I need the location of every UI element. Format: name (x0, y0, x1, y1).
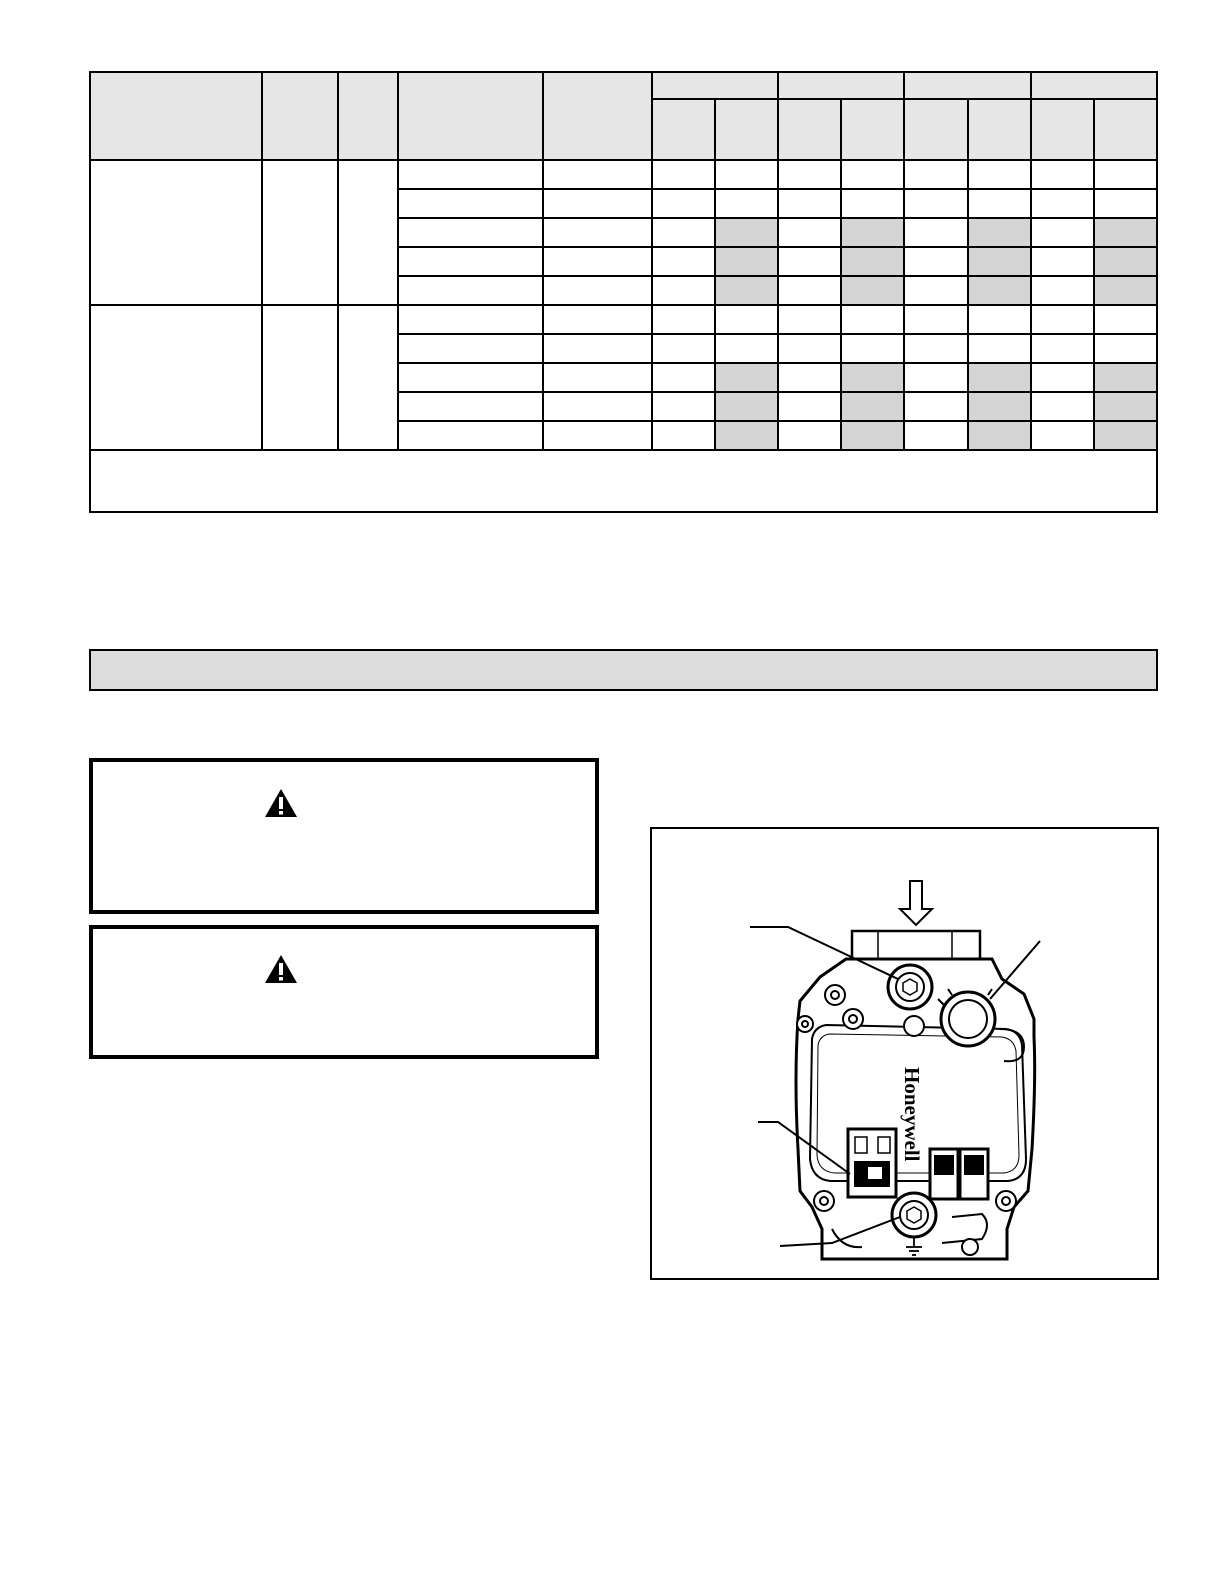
shaded-cell (841, 247, 904, 276)
sub-header-cell (778, 99, 841, 160)
table-cell (904, 247, 967, 276)
sub-header-cell (652, 99, 715, 160)
table-cell (1031, 363, 1094, 392)
shaded-cell (968, 247, 1031, 276)
down-arrow-icon (900, 881, 932, 925)
shaded-cell (715, 247, 778, 276)
table-cell (778, 334, 841, 363)
shaded-cell (1094, 247, 1157, 276)
table-cell (778, 363, 841, 392)
table-cell (652, 334, 715, 363)
group-cell (338, 160, 397, 305)
table-cell (1031, 421, 1094, 450)
table-cell (543, 189, 652, 218)
table-cell (841, 189, 904, 218)
shaded-cell (841, 363, 904, 392)
table-cell (778, 421, 841, 450)
sub-header-cell (1031, 99, 1094, 160)
shaded-cell (841, 218, 904, 247)
shaded-cell (1094, 392, 1157, 421)
header-cell (262, 72, 338, 160)
group-header-cell (904, 72, 1030, 99)
table-cell (1031, 334, 1094, 363)
header-cell (543, 72, 652, 160)
table-cell (904, 189, 967, 218)
table-cell (715, 334, 778, 363)
group-cell (262, 160, 338, 305)
table-cell (904, 276, 967, 305)
group-cell (262, 305, 338, 450)
table-cell (904, 392, 967, 421)
table-cell (543, 160, 652, 189)
table-row (90, 305, 1157, 334)
warning-box (89, 758, 599, 914)
group-header-cell (652, 72, 778, 99)
table-cell (543, 276, 652, 305)
table-cell (715, 305, 778, 334)
shaded-cell (968, 363, 1031, 392)
table-cell (1094, 305, 1157, 334)
table-cell (1031, 218, 1094, 247)
table-cell (841, 160, 904, 189)
table-cell (904, 334, 967, 363)
table-cell (904, 305, 967, 334)
table-cell (1031, 189, 1094, 218)
table-cell (652, 247, 715, 276)
table-cell (778, 218, 841, 247)
table-cell (1031, 305, 1094, 334)
table-cell (715, 189, 778, 218)
shaded-cell (715, 392, 778, 421)
table-cell (398, 392, 543, 421)
gas-valve-drawing (652, 829, 1157, 1278)
table-cell (778, 247, 841, 276)
table-cell (543, 218, 652, 247)
shaded-cell (715, 218, 778, 247)
table-cell (543, 392, 652, 421)
table-cell (398, 160, 543, 189)
table-cell (543, 247, 652, 276)
group-cell (338, 305, 397, 450)
table-cell (652, 160, 715, 189)
table-cell (904, 421, 967, 450)
table-cell (398, 189, 543, 218)
sub-header-cell (841, 99, 904, 160)
warning-triangle-icon (264, 954, 298, 984)
table-cell (398, 276, 543, 305)
header-cell (338, 72, 397, 160)
table-cell (968, 160, 1031, 189)
table-cell (1031, 160, 1094, 189)
table-cell (652, 218, 715, 247)
table-cell (715, 160, 778, 189)
group-label-cell (90, 305, 262, 450)
gas-valve-figure (650, 827, 1159, 1280)
table-cell (778, 160, 841, 189)
warning-box (89, 925, 599, 1059)
table-row (90, 160, 1157, 189)
shaded-cell (715, 421, 778, 450)
header-cell (398, 72, 543, 160)
table-cell (1094, 334, 1157, 363)
table-cell (904, 363, 967, 392)
table-cell (398, 421, 543, 450)
shaded-cell (841, 421, 904, 450)
table-cell (904, 218, 967, 247)
shaded-cell (715, 363, 778, 392)
shaded-cell (1094, 276, 1157, 305)
table-cell (904, 160, 967, 189)
table-cell (652, 421, 715, 450)
table-cell (1094, 189, 1157, 218)
table-cell (652, 189, 715, 218)
shaded-cell (968, 392, 1031, 421)
warning-triangle-icon (264, 788, 298, 818)
table-cell (398, 363, 543, 392)
table-cell (1031, 276, 1094, 305)
shaded-cell (1094, 421, 1157, 450)
table-cell (778, 392, 841, 421)
table-cell (778, 189, 841, 218)
table-cell (398, 247, 543, 276)
group-header-cell (778, 72, 904, 99)
table-cell (841, 334, 904, 363)
table-cell (1031, 247, 1094, 276)
section-header-bar (89, 649, 1158, 691)
shaded-cell (968, 276, 1031, 305)
shaded-cell (968, 218, 1031, 247)
table-cell (778, 276, 841, 305)
table-cell (968, 334, 1031, 363)
table-cell (652, 392, 715, 421)
group-label-cell (90, 160, 262, 305)
sub-header-cell (968, 99, 1031, 160)
table-cell (652, 276, 715, 305)
sub-header-cell (904, 99, 967, 160)
table-cell (543, 363, 652, 392)
table-cell (543, 305, 652, 334)
table-cell (543, 334, 652, 363)
shaded-cell (1094, 218, 1157, 247)
table-cell (1031, 392, 1094, 421)
brand-text: Honeywell (900, 1067, 924, 1162)
group-header-cell (1031, 72, 1157, 99)
table-cell (968, 189, 1031, 218)
table-footnote (90, 450, 1157, 512)
shaded-cell (715, 276, 778, 305)
table-cell (543, 421, 652, 450)
shaded-cell (841, 276, 904, 305)
sub-header-cell (1094, 99, 1157, 160)
table-cell (398, 218, 543, 247)
table-cell (1094, 160, 1157, 189)
table-cell (968, 305, 1031, 334)
table-cell (398, 305, 543, 334)
shaded-cell (841, 392, 904, 421)
header-cell (90, 72, 262, 160)
table-cell (778, 305, 841, 334)
table-cell (398, 334, 543, 363)
shaded-cell (968, 421, 1031, 450)
table-cell (652, 305, 715, 334)
spec-table (89, 71, 1158, 513)
sub-header-cell (715, 99, 778, 160)
shaded-cell (1094, 363, 1157, 392)
table-cell (841, 305, 904, 334)
table-cell (652, 363, 715, 392)
